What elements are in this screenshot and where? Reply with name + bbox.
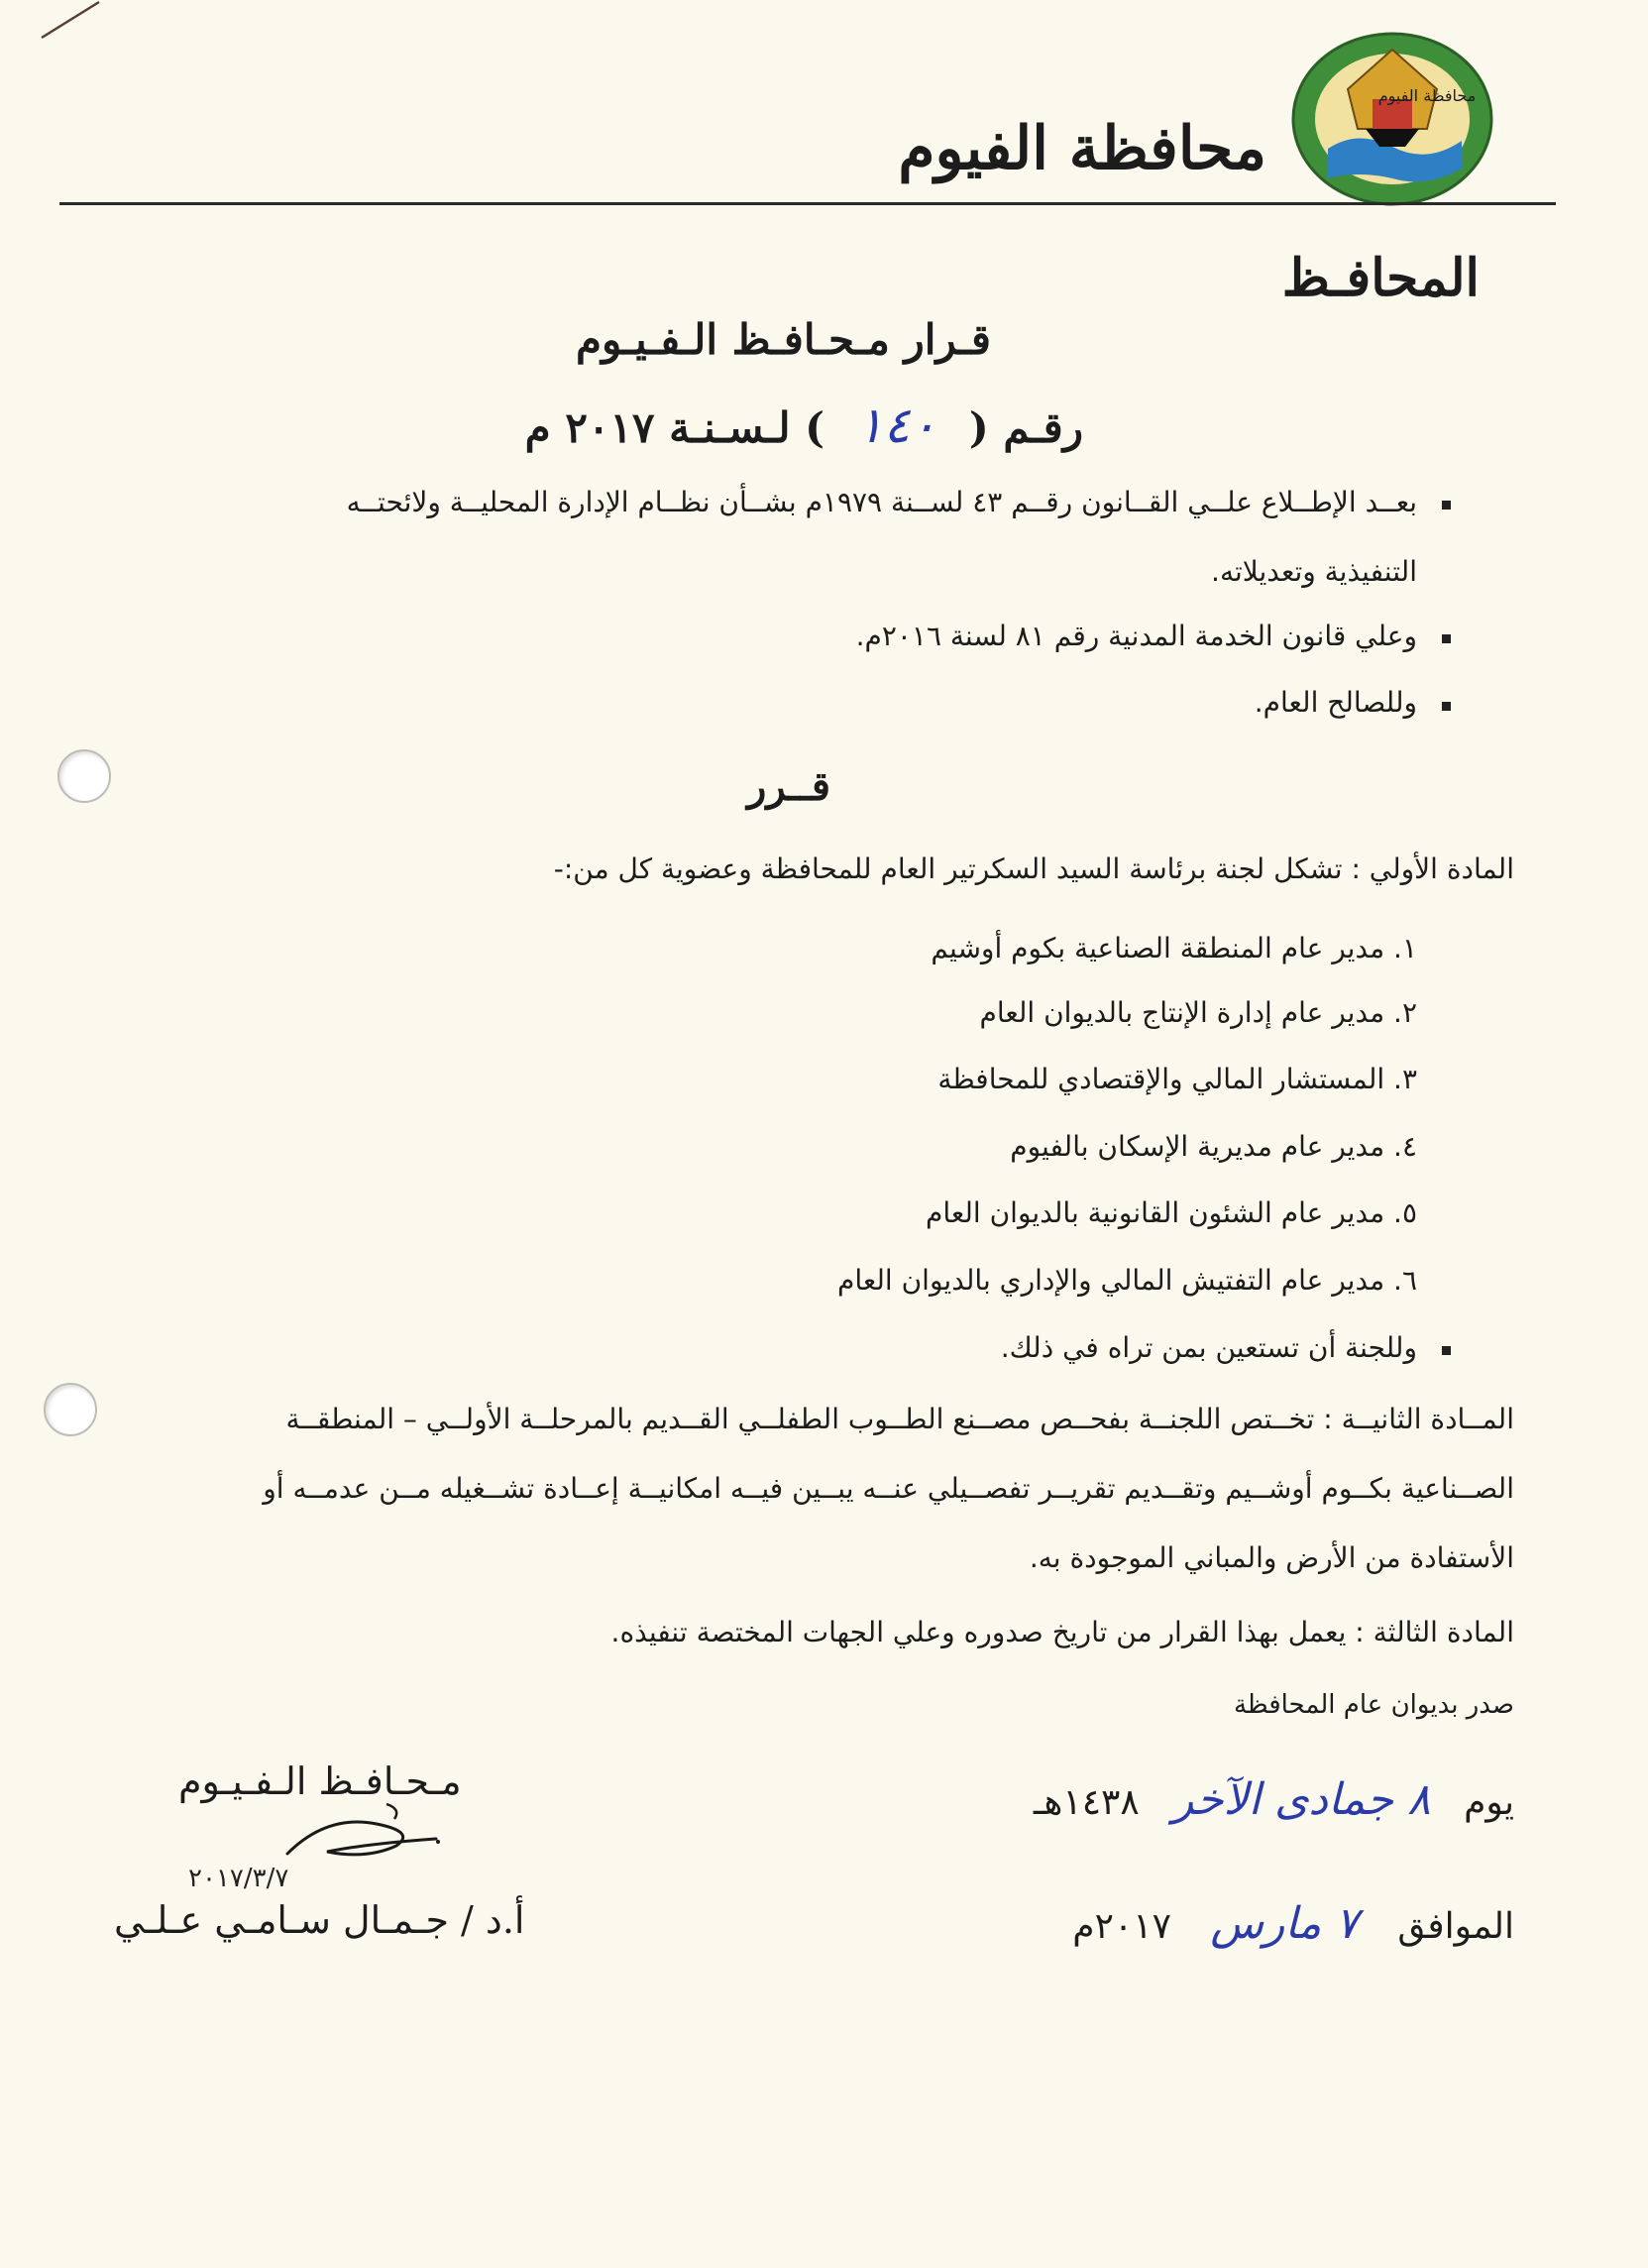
article-2-line-2: الصــناعية بكــوم أوشــيم وتقــديم تقريــر تفصــيلي عنــه يبــين فيــه امكانيــة إعــادة تشــغيله مــن عدمــه أو [263,1472,1514,1505]
hijri-label: يوم [1464,1782,1514,1823]
signatory-name: أ.د / جـمـال سـامـي عـلـي [114,1898,525,1942]
decree-number-handwritten: ١٤٠ [856,397,937,454]
decree-number-prefix: رقـم ( [968,403,1083,452]
corner-pen-mark [40,0,109,40]
bullet-marker [1442,702,1451,711]
punch-hole [57,749,111,803]
article-1-member-6: ٦. مدير عام التفتيش المالي والإداري بالديوان العام [837,1264,1417,1297]
gregorian-label: الموافق [1397,1906,1514,1947]
office-title: المحافـظ [1281,248,1480,308]
article-1-member-1: ١. مدير عام المنطقة الصناعية بكوم أوشيم [931,932,1417,964]
governorate-name: محافظة الفيوم [898,114,1266,183]
gregorian-handwritten: ٧ مارس [1210,1898,1359,1949]
decree-title: قـرار مـحـافـظ الـفـيـوم [575,315,991,364]
bullet-marker [1442,634,1451,643]
hijri-year: ١٤٣٨هـ [1033,1782,1140,1823]
article-3-text: المادة الثالثة : يعمل بهذا القرار من تاريخ صدوره وعلي الجهات المختصة تنفيذه. [610,1616,1514,1648]
decree-number-suffix: ) لـسـنـة ٢٠١٧ م [524,403,825,452]
governorate-logo [1288,30,1496,208]
article-1-member-2: ٢. مدير عام إدارة الإنتاج بالديوان العام [979,996,1417,1029]
hijri-handwritten: ٨ جمادى الآخر [1172,1774,1431,1825]
article-2-line-1: المــادة الثانيــة : تخــتص اللجنــة بفحــص مصــنع الطــوب الطفلــي القــديم بالمرحلــة الأولــي – المنطقــة [285,1403,1514,1435]
logo-text: محافظة الفيوم [1377,86,1477,105]
signature-title: مـحـافـظ الـفـيـوم [178,1759,462,1803]
bullet-marker [1442,501,1451,510]
preamble-3: وللصالح العام. [1254,686,1417,719]
preamble-1-line-2: التنفيذية وتعديلاته. [1211,555,1417,588]
article-1-member-4: ٤. مدير عام مديرية الإسكان بالفيوم [1010,1130,1417,1163]
bullet-marker [1442,1346,1451,1355]
punch-hole [44,1383,97,1436]
article-1-text: المادة الأولي : تشكل لجنة برئاسة السيد السكرتير العام للمحافظة وعضوية كل من:- [553,852,1514,885]
article-1-extra: وللجنة أن تستعين بمن تراه في ذلك. [1000,1331,1417,1364]
hijri-date-line [1034,1774,1514,1825]
gregorian-year: ٢٠١٧م [1072,1906,1171,1947]
issued-at: صدر بديوان عام المحافظة [1233,1690,1514,1720]
preamble-2: وعلي قانون الخدمة المدنية رقم ٨١ لسنة ٢٠١٦م. [855,620,1417,652]
signature-date: ٢٠١٧/٣/٧ [188,1864,289,1893]
article-1-member-3: ٣. المستشار المالي والإقتصادي للمحافظة [937,1063,1417,1095]
decision-heading: قــرر [747,763,830,810]
preamble-1-line-1: بعــد الإطــلاع علــي القــانون رقــم ٤٣ لســنة ١٩٧٩م بشــأن نظــام الإدارة المحليــة ولائحتــه [346,486,1417,518]
decree-number [525,397,1083,454]
article-1-member-5: ٥. مدير عام الشئون القانونية بالديوان العام [926,1196,1417,1229]
handwritten-signature [268,1794,466,1873]
gregorian-date-line [1072,1898,1514,1949]
header-rule [59,202,1556,205]
article-2-line-3: الأستفادة من الأرض والمباني الموجودة به. [1029,1541,1514,1574]
